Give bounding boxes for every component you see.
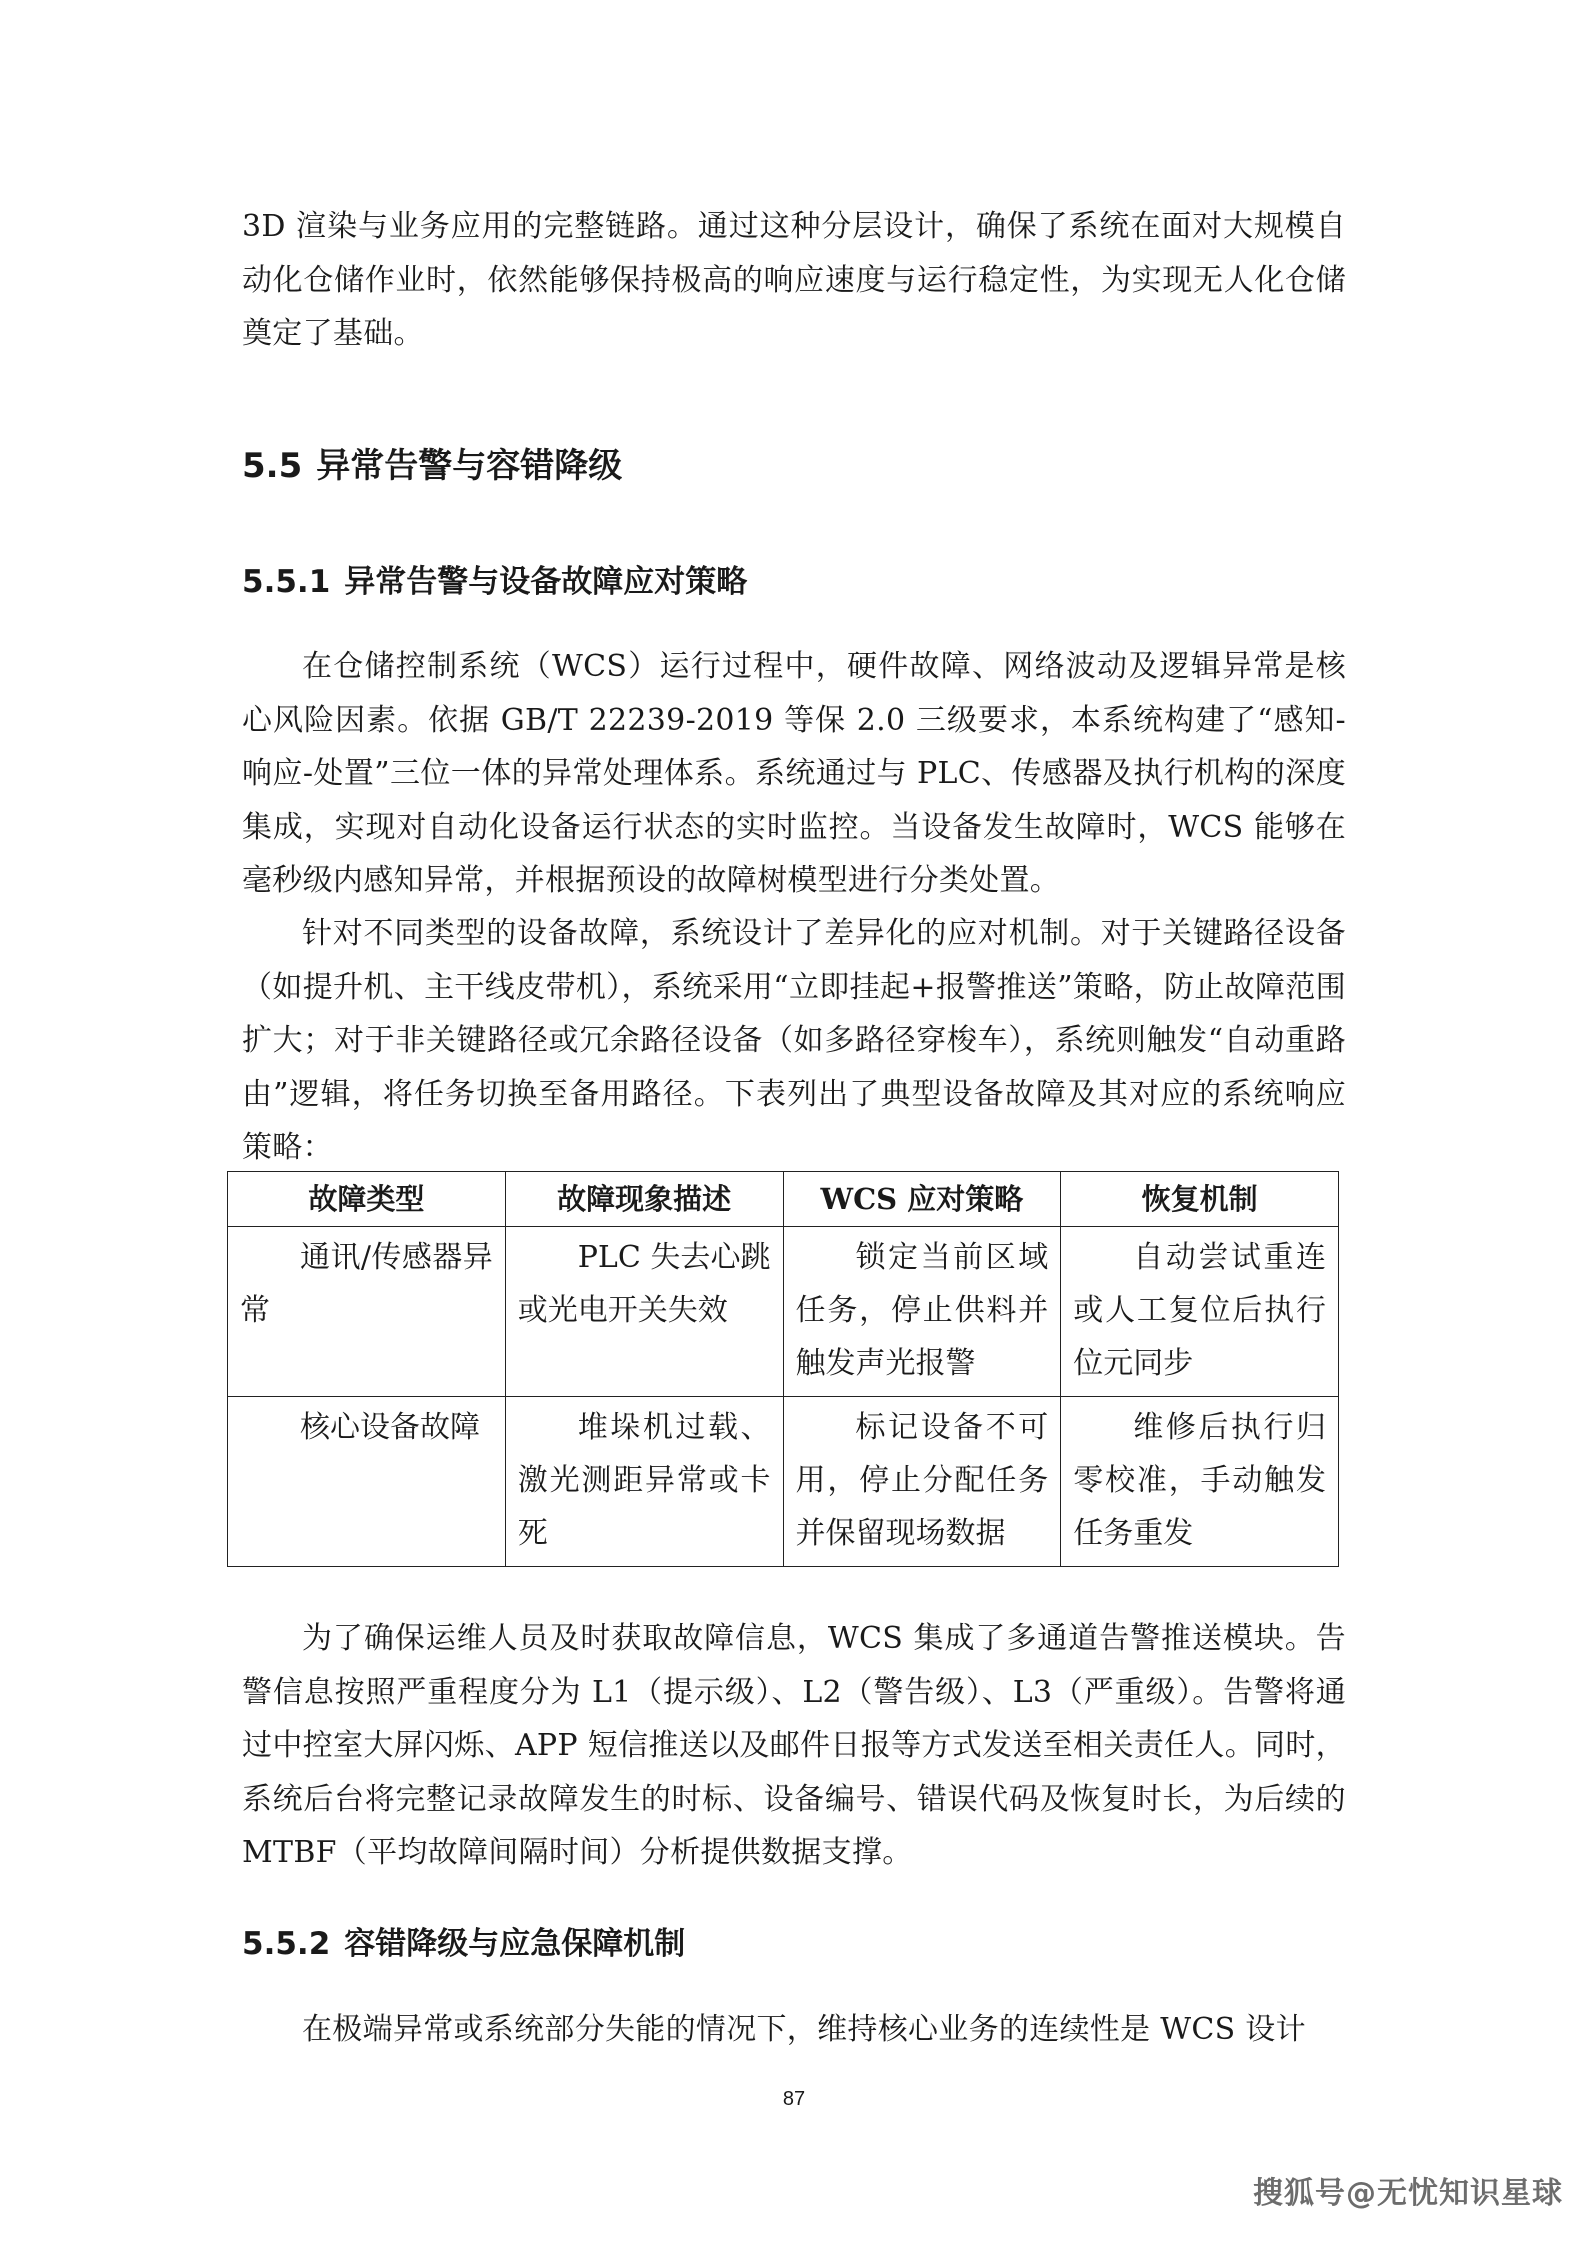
- table-cell: 自动尝试重连或人工复位后执行位元同步: [1061, 1227, 1339, 1397]
- table-cell: 堆垛机过载、激光测距异常或卡死: [505, 1397, 783, 1567]
- section-heading-5-5: [242, 438, 622, 487]
- fault-strategy-table: [227, 1171, 1339, 1567]
- document-page: [242, 0, 1346, 2245]
- subsection-heading-5-5-2: [242, 1918, 685, 1963]
- section-number: 5.5: [242, 446, 303, 486]
- paragraph-intro: 3D 渲染与业务应用的完整链路。通过这种分层设计，确保了系统在面对大规模自动化仓储作业时，依然能够保持极高的响应速度与运行稳定性，为实现无人化仓储奠定了基础。: [242, 209, 1346, 351]
- subsection-number: 5.5.1: [242, 564, 331, 600]
- table-cell: 标记设备不可用，停止分配任务并保留现场数据: [783, 1397, 1061, 1567]
- table-cell: 锁定当前区域任务，停止供料并触发声光报警: [783, 1227, 1061, 1397]
- paragraph-fault-strategies: 针对不同类型的设备故障，系统设计了差异化的应对机制。对于关键路径设备（如提升机、主干线皮带机），系统采用“立即挂起+报警推送”策略，防止故障范围扩大；对于非关键路径或冗余路径设备（如多路径穿梭车），系统则触发“自动重路由”逻辑，将任务切换至备用路径。下表列出了典型设备故障及其对应的系统响应策略：: [242, 916, 1346, 1165]
- paragraph-fault-tolerance: 在极端异常或系统部分失能的情况下，维持核心业务的连续性是 WCS 设计: [302, 2012, 1306, 2047]
- section-title: 异常告警与容错降级: [316, 446, 623, 486]
- header-recovery: 恢复机制: [1061, 1172, 1339, 1227]
- table-cell: PLC 失去心跳或光电开关失效: [505, 1227, 783, 1397]
- table-cell: 维修后执行归零校准，手动触发任务重发: [1061, 1397, 1339, 1567]
- page-number: 87: [782, 2088, 806, 2110]
- watermark: 搜狐号@无忧知识星球: [1253, 2176, 1563, 2211]
- subsection-heading-5-5-1: [242, 556, 747, 601]
- table-header-row: [228, 1172, 1339, 1227]
- subsection-title: 异常告警与设备故障应对策略: [344, 564, 748, 600]
- header-fault-description: 故障现象描述: [505, 1172, 783, 1227]
- table-row: [228, 1227, 1339, 1397]
- header-fault-type: 故障类型: [228, 1172, 506, 1227]
- table-cell: 通讯/传感器异常: [228, 1227, 506, 1397]
- paragraph-alert-push: 为了确保运维人员及时获取故障信息，WCS 集成了多通道告警推送模块。告警信息按照严重程度分为 L1（提示级）、L2（警告级）、L3（严重级）。告警将通过中控室大屏闪烁、APP 短信推送以及邮件日报等方式发送至相关责任人。同时，系统后台将完整记录故障发生的时标、设备编号、错误代码及恢复时长，为后续的 MTBF（平均故障间隔时间）分析提供数据支撑。: [242, 1621, 1346, 1870]
- header-wcs-strategy: WCS 应对策略: [783, 1172, 1061, 1227]
- subsection-title: 容错降级与应急保障机制: [344, 1926, 686, 1962]
- table-row: [228, 1397, 1339, 1567]
- table-cell: 核心设备故障: [228, 1397, 506, 1567]
- paragraph-wcs-risk: 在仓储控制系统（WCS）运行过程中，硬件故障、网络波动及逻辑异常是核心风险因素。依据 GB/T 22239-2019 等保 2.0 三级要求，本系统构建了“感知-响应-处置”三位一体的异常处理体系。系统通过与 PLC、传感器及执行机构的深度集成，实现对自动化设备运行状态的实时监控。当设备发生故障时，WCS 能够在毫秒级内感知异常，并根据预设的故障树模型进行分类处置。: [242, 649, 1346, 898]
- subsection-number: 5.5.2: [242, 1926, 331, 1962]
